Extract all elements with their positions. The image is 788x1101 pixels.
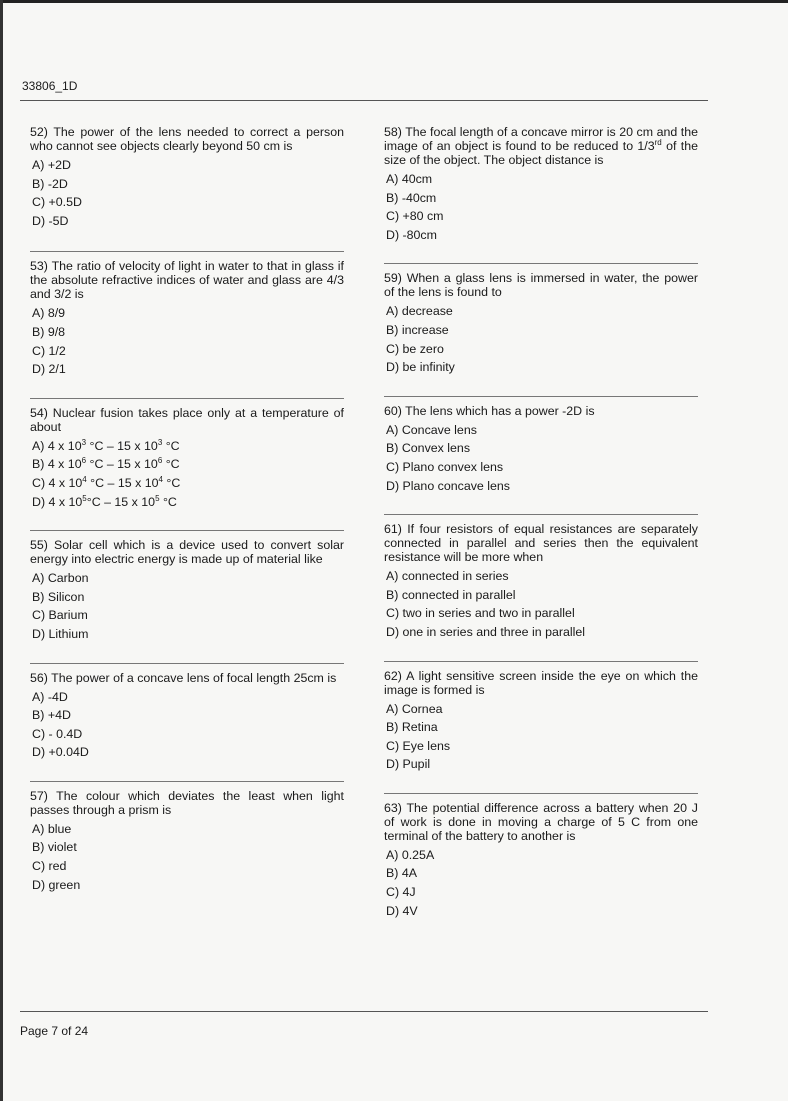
question-divider xyxy=(384,263,698,264)
option-a: A) +2D xyxy=(32,158,71,172)
question-55 xyxy=(30,538,344,643)
question-text: 59) When a glass lens is immersed in water, the power of the lens is found to xyxy=(384,271,698,300)
scan-edge-left xyxy=(0,0,3,1101)
option-d: D) 2/1 xyxy=(32,362,66,377)
option-d: D) one in series and three in parallel xyxy=(386,624,586,639)
question-divider xyxy=(384,661,698,662)
option-d: D) Plano concave lens xyxy=(386,478,510,493)
option-b: B) Silicon xyxy=(32,589,85,604)
option-c: C) 4J xyxy=(386,885,416,900)
option-a: A) -4D xyxy=(32,689,68,704)
option-b: B) connected in parallel xyxy=(386,587,516,602)
option-a: A) 4 x $10^3$ °C – 15 x $10^3$ °C xyxy=(32,437,180,453)
question-text: 58) The focal length of a concave mirror is 20 cm and the image of an object is found to be reduced to 1/3rd of the size of the object. The object distance is xyxy=(384,125,698,167)
header-divider xyxy=(20,100,708,101)
question-53 xyxy=(30,259,344,378)
option-c: C) Plano convex lens xyxy=(386,459,504,474)
option-c: C) 4 x $10^4$ °C – 15 x $10^4$ °C xyxy=(32,474,181,490)
option-b: B) 4 x $10^6$ °C – 15 x $10^6$ °C xyxy=(32,456,180,472)
option-a: A) 0.25A xyxy=(386,847,435,862)
option-a: A) 40cm xyxy=(386,172,433,186)
question-56 xyxy=(30,671,344,762)
question-63 xyxy=(384,801,698,920)
option-b: B) increase xyxy=(386,322,449,337)
option-d: D) Lithium xyxy=(32,626,89,641)
option-c: C) +0.5D xyxy=(32,195,82,210)
option-d: D) 4 x $10^5^\circ C - 15$ x $10^5$ °C xyxy=(32,493,177,509)
question-text: 54) Nuclear fusion takes place only at a temperature of about xyxy=(30,405,344,434)
option-c: C) +80 cm xyxy=(386,209,444,224)
option-d: D) green xyxy=(32,877,81,892)
option-a: A) 8/9 xyxy=(32,306,66,321)
question-divider xyxy=(30,663,344,664)
option-a: A) connected in series xyxy=(386,569,509,584)
question-58 xyxy=(384,125,698,244)
option-b: B) 4A xyxy=(386,866,417,881)
document-code: 33806_1D xyxy=(22,79,78,93)
question-text: 55) Solar cell which is a device used to convert solar energy into electric energy is made up of material like xyxy=(30,538,344,567)
option-a: A) Cornea xyxy=(386,701,443,716)
question-52 xyxy=(30,125,344,230)
question-divider xyxy=(30,251,344,252)
option-b: B) +4D xyxy=(32,708,71,723)
option-a: A) Carbon xyxy=(32,571,89,586)
option-d: D) be infinity xyxy=(386,360,455,375)
page-number: Page 7 of 24 xyxy=(20,1024,89,1038)
question-divider xyxy=(384,793,698,794)
option-a: A) Concave lens xyxy=(386,422,477,437)
option-c: C) Barium xyxy=(32,608,88,623)
option-b: B) -2D xyxy=(32,176,68,191)
question-divider xyxy=(384,514,698,515)
footer-divider xyxy=(20,1011,708,1012)
question-61 xyxy=(384,522,698,641)
question-57 xyxy=(30,789,344,894)
question-text: 52) The power of the lens needed to correct a person who cannot see objects clearly beyond 50 cm is xyxy=(30,125,344,153)
question-54 xyxy=(30,406,344,511)
question-divider xyxy=(384,396,698,397)
option-b: B) 9/8 xyxy=(32,324,66,339)
option-d: D) 4V xyxy=(386,903,418,918)
question-divider xyxy=(30,530,344,531)
option-b: B) Convex lens xyxy=(386,441,471,456)
question-text: 57) The colour which deviates the least when light passes through a prism is xyxy=(30,788,344,817)
option-b: B) violet xyxy=(32,840,77,855)
question-text: 60) The lens which has a power -2D is xyxy=(384,403,595,418)
question-divider xyxy=(30,398,344,399)
option-c: C) Eye lens xyxy=(386,738,451,753)
option-c: C) two in series and two in parallel xyxy=(386,606,575,621)
question-text: 56) The power of a concave lens of focal length 25cm is xyxy=(30,670,337,685)
option-d: D) +0.04D xyxy=(32,745,89,760)
option-d: D) Pupil xyxy=(386,757,431,772)
option-b: B) Retina xyxy=(386,720,438,735)
question-60 xyxy=(384,404,698,495)
option-c: C) red xyxy=(32,859,67,874)
question-text: 63) The potential difference across a battery when 20 J of work is done in moving a charge of 5 C from one terminal of the battery to another is xyxy=(384,800,698,843)
option-d: D) -5D xyxy=(32,213,69,228)
question-text: 61) If four resistors of equal resistances are separately connected in parallel and series then the equivalent resistance will be more when xyxy=(384,522,698,565)
option-a: A) decrease xyxy=(386,304,453,319)
question-62 xyxy=(384,669,698,774)
option-c: C) be zero xyxy=(386,341,444,356)
right-column xyxy=(384,125,698,920)
question-text: 62) A light sensitive screen inside the eye on which the image is formed is xyxy=(384,668,698,697)
option-c: C) - 0.4D xyxy=(32,726,83,741)
option-c: C) 1/2 xyxy=(32,343,66,358)
left-column xyxy=(30,125,344,894)
option-d: D) -80cm xyxy=(386,227,437,242)
option-b: B) -40cm xyxy=(386,190,437,205)
option-a: A) blue xyxy=(32,821,72,836)
question-text: 53) The ratio of velocity of light in water to that in glass if the absolute refractive indices of water and glass are 4/3 and 3/2 is xyxy=(30,259,344,302)
scan-edge-top xyxy=(0,0,788,3)
question-divider xyxy=(30,781,344,782)
question-59 xyxy=(384,271,698,376)
